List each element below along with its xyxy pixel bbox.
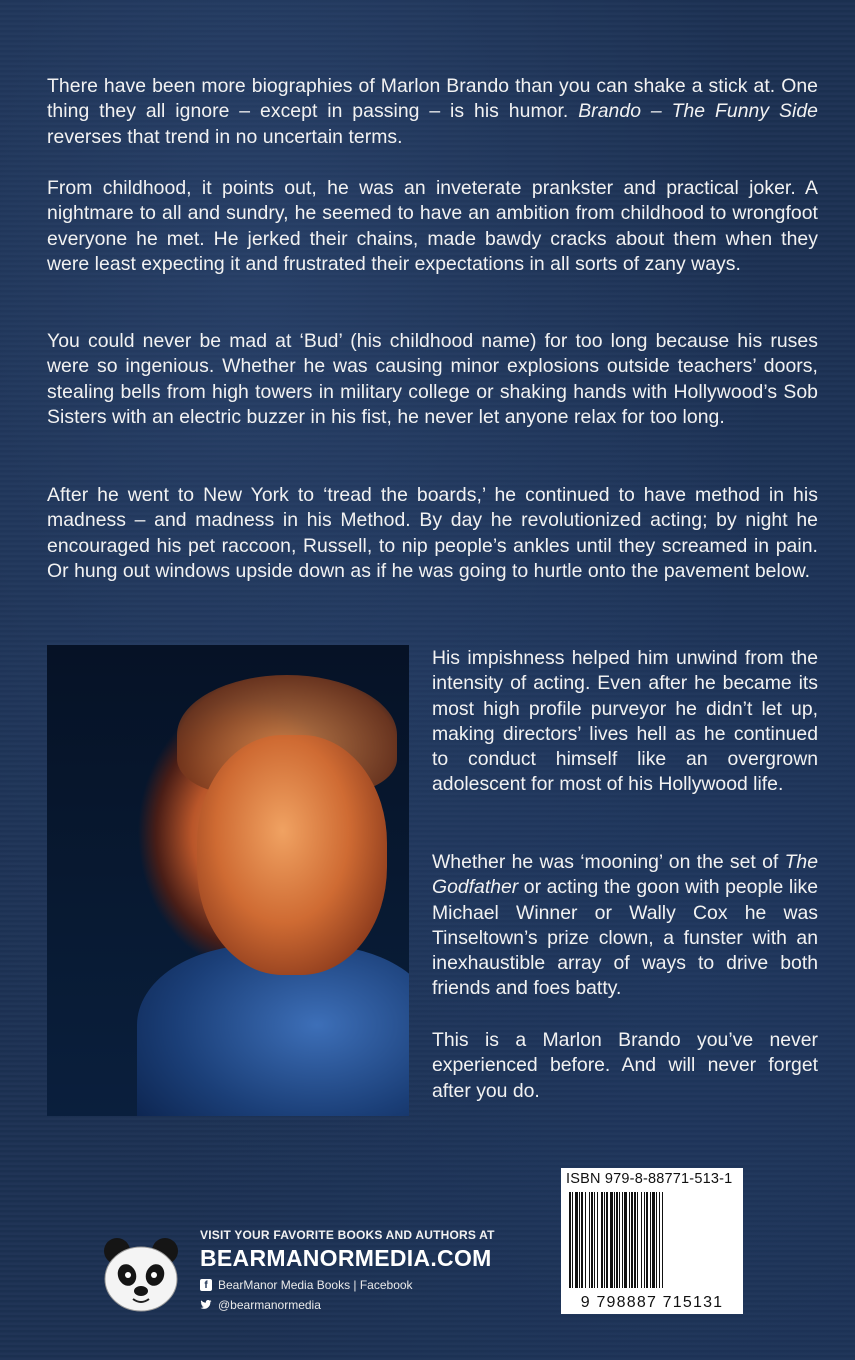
film-title: The Godfather [432,851,818,899]
impishness-paragraph: His impishness helped him unwind from the intensity of acting. Even after he became its most high profile purveyor he didn’t let up, making directors’ lives hell as he continued to conduct himself like an overgrown adolescent for most of his Hollywood life. [432,647,818,796]
panda-logo [97,1233,185,1315]
barcode-bars [569,1192,735,1288]
barcode-digits: 9 798887 715131 [580,1294,724,1311]
book-title: Brando – The Funny Side [578,100,818,123]
text-span: There have been more biographies of Marlon Brando than you can shake a stick at. One thing they all ignore – except in passing – is his humor. [47,75,818,123]
isbn-label: ISBN 979-8-88771-513-1 [566,1171,733,1187]
closing-paragraph: This is a Marlon Brando you’ve never experienced before. And will never forget after you do. [432,1029,818,1102]
bud-paragraph: You could never be mad at ‘Bud’ (his childhood name) for too long because his ruses were so ingenious. Whether he was causing minor explosions outside teachers’ doors, stealing bells from high towers in military college or shaking hands with Hollywood’s Sob Sisters with an electric buzzer in his fist, he never let anyone relax for too long. [47,330,818,428]
author-photo [47,645,409,1116]
twitter-bird-icon [200,1299,212,1311]
godfather-paragraph [432,850,818,1002]
facebook-label: BearManor Media Books | Facebook [218,1278,413,1292]
publisher-website[interactable]: BEARMANORMEDIA.COM [200,1245,492,1271]
photo-face [197,735,387,975]
text-span: reverses that trend in no uncertain terms. [47,125,403,148]
text-span: Whether he was ‘mooning’ on the set of [432,851,785,873]
intro-paragraph [47,74,818,150]
facebook-icon: f [200,1279,212,1291]
promo-tagline: VISIT YOUR FAVORITE BOOKS AND AUTHORS AT [200,1228,495,1242]
facebook-row[interactable] [200,1278,495,1292]
isbn-barcode [561,1168,743,1314]
text-span: or acting the goon with people like Michael Winner or Wally Cox he was Tinseltown’s prize clown, a funster with an inexhaustible array of ways to drive both friends and foes batty. [432,876,818,1000]
childhood-paragraph: From childhood, it points out, he was an inveterate prankster and practical joker. A nightmare to all and sundry, he seemed to have an ambition from childhood to wrongfoot everyone he met. He jerked their chains, made bawdy cracks about them when they were least expecting it and frustrated their expectations in all sorts of zany ways. [47,177,818,275]
publisher-promo [200,1228,495,1312]
new-york-paragraph: After he went to New York to ‘tread the boards,’ he continued to have method in his madness – and madness in his Method. By day he revolutionized acting; by night he encouraged his pet raccoon, Russell, to nip people’s ankles until they screamed in pain. Or hung out windows upside down as if he was going to hurtle onto the pavement below. [47,484,818,582]
twitter-row[interactable] [200,1298,495,1312]
twitter-label: @bearmanormedia [218,1298,321,1312]
